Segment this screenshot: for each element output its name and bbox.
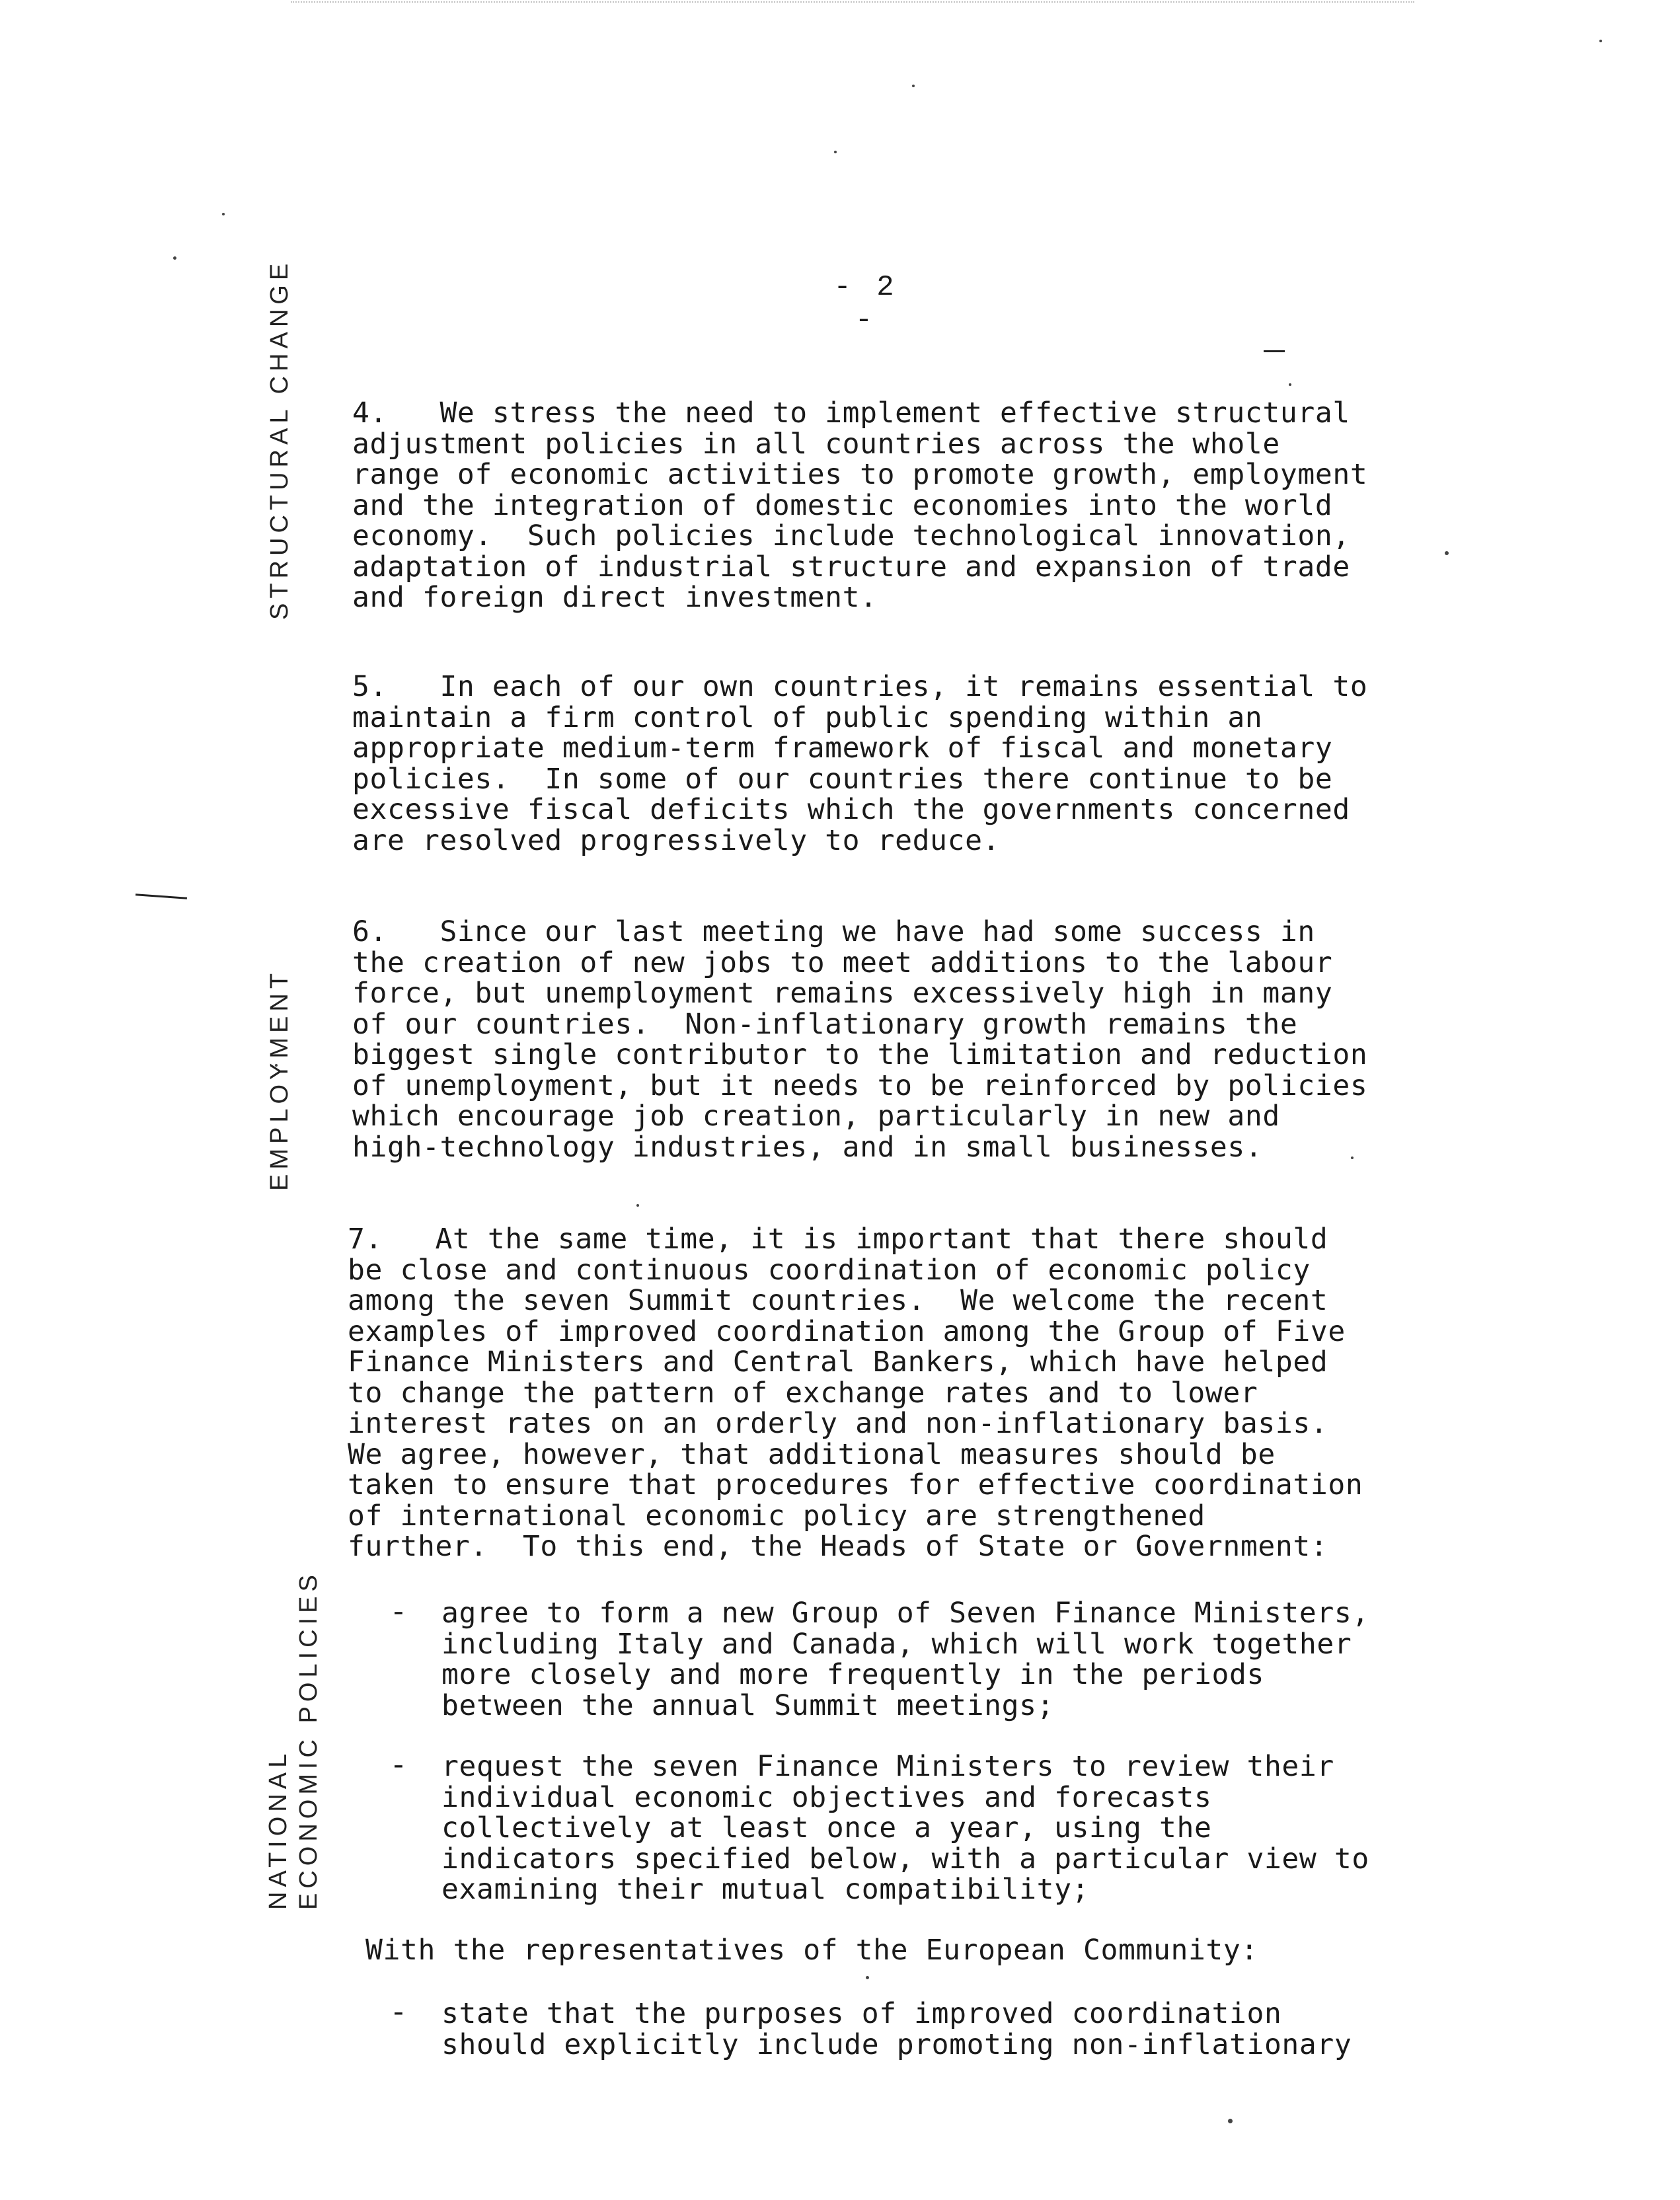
- bullet-text-2: request the seven Finance Ministers to review their individual economic objectives and forecasts collectively at least once a year, using the indicators specified below, with a particular view to examining their mutual compatibility;: [441, 1750, 1369, 1906]
- scan-speck: [636, 1204, 639, 1207]
- scan-speck: [1228, 2119, 1233, 2123]
- bullet-dash: -: [390, 1997, 407, 2029]
- community-intro: With the representatives of the European Community:: [365, 1934, 1258, 1967]
- paragraph-7: 7. At the same time, it is important that there should be close and continuous coordination of economic policy among the seven Summit countries. We welcome the recent examples of improved coordination among the Group of Five Finance Ministers and Central Bankers, which have helped to change the pattern of exchange rates and to lower interest rates on an orderly and non-inflationary basis. We agree, however, that additional measures should be taken to ensure that procedures for effective coordination of international economic policy are strengthened further. To this end, the Heads of State or Government:: [348, 1223, 1363, 1563]
- margin-note-economic-policies: ECONOMIC POLICIES: [295, 1570, 323, 1910]
- margin-pen-mark: [135, 893, 187, 899]
- margin-note-employment: EMPLOYMENT: [266, 968, 293, 1191]
- bullet-dash: -: [390, 1597, 407, 1629]
- margin-pen-mark: [1264, 350, 1285, 352]
- scan-speck: [834, 151, 837, 153]
- paragraph-4: 4. We stress the need to implement effective structural adjustment policies in all countries across the whole range of economic activities to promote growth, employment and the integration of domestic economies into the world economy. Such policies include technological innovation, adaptation of industrial structure and expansion of trade and foreign direct investment.: [352, 397, 1368, 614]
- paragraph-5: 5. In each of our own countries, it remains essential to maintain a firm control of public spending within an appropriate medium-term framework of fiscal and monetary policies. In some of our countries there continue to be excessive fiscal deficits which the governments concerned are resolved progressively to reduce.: [352, 670, 1368, 857]
- scan-speck: [1599, 40, 1602, 42]
- scan-speck: [1289, 383, 1291, 386]
- bullet-dash: -: [390, 1750, 407, 1782]
- bullet-text-1: agree to form a new Group of Seven Finance Ministers, including Italy and Canada, which will work together more closely and more frequently in the periods between the annual Summit meetings;: [441, 1597, 1369, 1722]
- scan-speck: [173, 256, 176, 260]
- margin-note-national: NATIONAL: [264, 1749, 292, 1910]
- scan-speck: [866, 1976, 869, 1979]
- paragraph-6: 6. Since our last meeting we have had some success in the creation of new jobs to meet additions to the labour force, but unemployment remains excessively high in many of our countries. Non-inflationary growth remains the biggest single contributor to the limitation and reduction of unemployment, but it needs to be reinforced by policies which encourage job creation, particularly in new and high-technology industries, and in small businesses.: [352, 915, 1368, 1164]
- scan-edge: [291, 1, 1414, 7]
- scan-speck: [222, 213, 225, 215]
- page-number: - 2 -: [833, 271, 898, 337]
- margin-note-structural-change: STRUCTURAL CHANGE: [266, 258, 293, 620]
- scan-speck: [912, 85, 915, 87]
- bullet-text-3: state that the purposes of improved coordination should explicitly include promoting non-inflationary: [441, 1997, 1352, 2061]
- scan-speck: [1445, 551, 1449, 555]
